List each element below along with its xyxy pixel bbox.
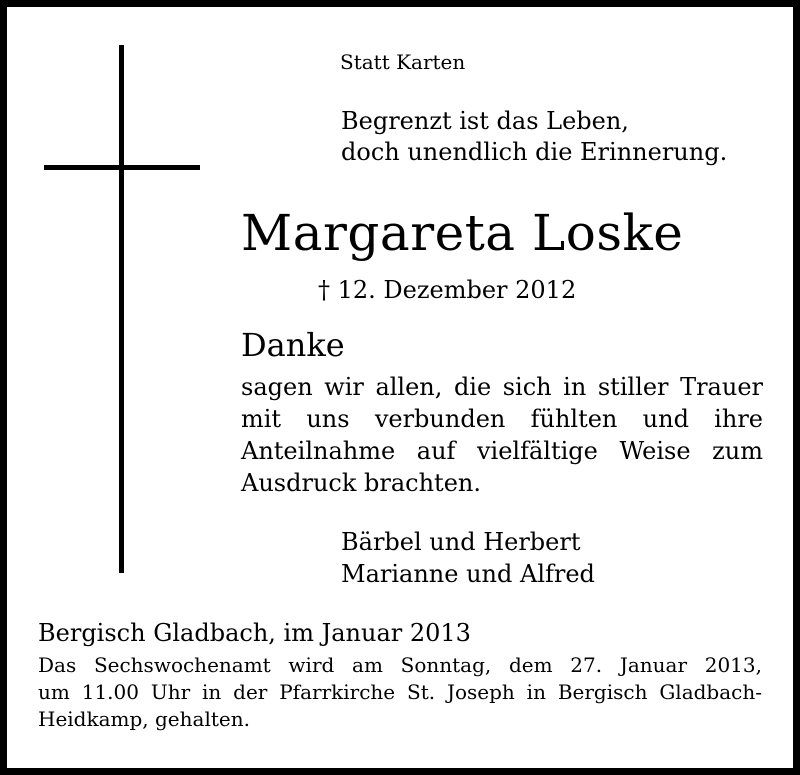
- quote-line: Begrenzt ist das Leben,: [341, 107, 629, 135]
- thanks-heading: Danke: [241, 326, 345, 364]
- thanks-line: Ausdruck brachten.: [241, 469, 481, 497]
- statt-karten-header: Statt Karten: [340, 50, 466, 74]
- signers: [341, 526, 595, 590]
- service-announcement: [38, 652, 762, 733]
- thanks-text: [241, 371, 763, 499]
- signer-line: Bärbel und Herbert: [341, 528, 581, 556]
- memorial-quote: [341, 106, 727, 168]
- service-line: Das Sechswochenamt wird am Sonntag, dem 27. Januar 2013,: [38, 653, 762, 677]
- quote-line: doch unendlich die Erinnerung.: [341, 138, 728, 166]
- signer-line: Marianne und Alfred: [341, 560, 595, 588]
- deceased-name: Margareta Loske: [241, 204, 684, 262]
- cross-vertical-bar: [119, 45, 124, 573]
- cross-horizontal-bar: [44, 165, 200, 170]
- death-date: † 12. Dezember 2012: [318, 276, 577, 304]
- thanks-line: mit uns verbunden fühlten und ihre: [241, 405, 763, 433]
- thanks-line: sagen wir allen, die sich in stiller Trauer: [241, 373, 763, 401]
- service-line: um 11.00 Uhr in der Pfarrkirche St. Joseph in Bergisch Gladbach-: [38, 680, 762, 704]
- service-line: Heidkamp, gehalten.: [38, 707, 250, 731]
- thanks-line: Anteilnahme auf vielfältige Weise zum: [241, 437, 763, 465]
- place-and-date: Bergisch Gladbach, im Januar 2013: [38, 619, 471, 647]
